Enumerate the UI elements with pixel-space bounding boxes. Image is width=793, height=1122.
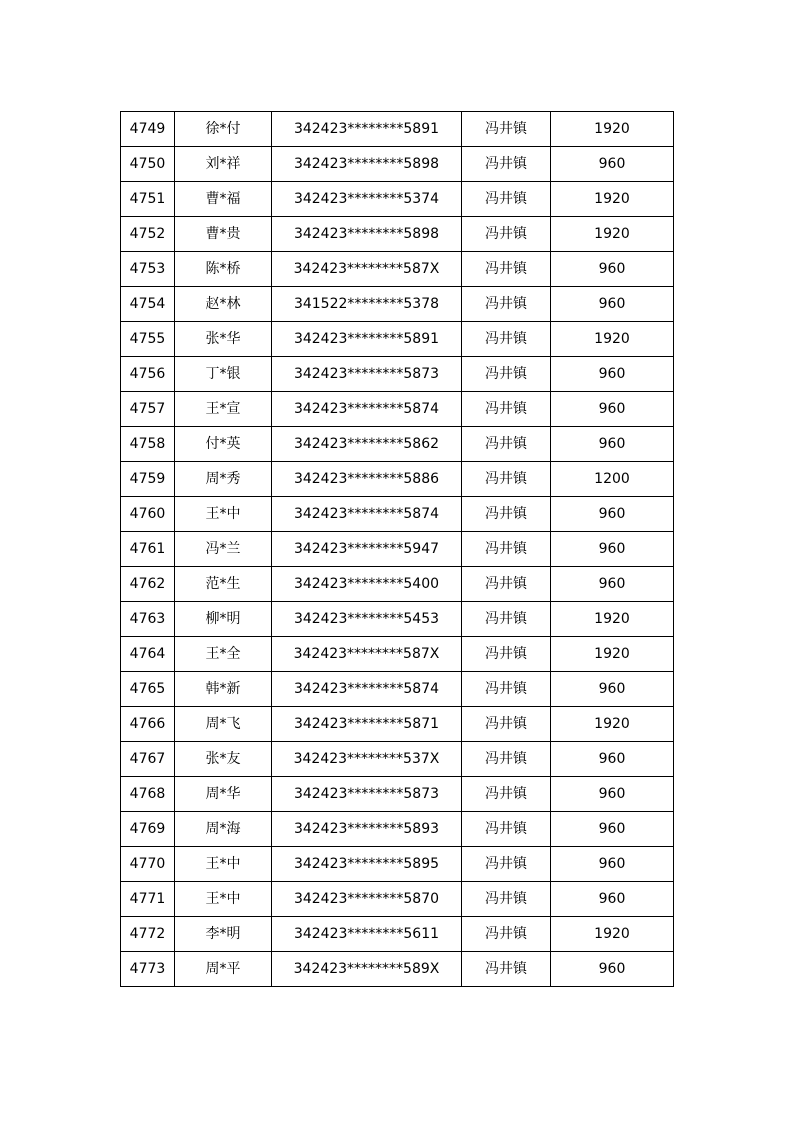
cell-name: 付*英 — [175, 427, 272, 462]
cell-id: 342423********5871 — [272, 707, 462, 742]
table-row — [121, 742, 674, 777]
table-row — [121, 287, 674, 322]
cell-name: 张*华 — [175, 322, 272, 357]
cell-id: 342423********5862 — [272, 427, 462, 462]
cell-id: 342423********5893 — [272, 812, 462, 847]
table-row — [121, 427, 674, 462]
cell-id: 342423********5895 — [272, 847, 462, 882]
cell-no: 4769 — [121, 812, 175, 847]
cell-no: 4763 — [121, 602, 175, 637]
cell-amount: 960 — [551, 427, 674, 462]
cell-town: 冯井镇 — [462, 812, 551, 847]
cell-name: 曹*贵 — [175, 217, 272, 252]
cell-no: 4752 — [121, 217, 175, 252]
table-row — [121, 357, 674, 392]
cell-name: 赵*林 — [175, 287, 272, 322]
table-row — [121, 497, 674, 532]
cell-id: 342423********5873 — [272, 357, 462, 392]
cell-amount: 1920 — [551, 322, 674, 357]
table-row — [121, 567, 674, 602]
cell-town: 冯井镇 — [462, 147, 551, 182]
cell-name: 柳*明 — [175, 602, 272, 637]
cell-name: 周*华 — [175, 777, 272, 812]
cell-no: 4753 — [121, 252, 175, 287]
cell-amount: 1200 — [551, 462, 674, 497]
cell-amount: 960 — [551, 882, 674, 917]
roster-table — [120, 111, 674, 987]
cell-no: 4772 — [121, 917, 175, 952]
cell-id: 342423********5874 — [272, 497, 462, 532]
cell-name: 周*飞 — [175, 707, 272, 742]
cell-town: 冯井镇 — [462, 462, 551, 497]
cell-town: 冯井镇 — [462, 567, 551, 602]
table-row — [121, 182, 674, 217]
cell-town: 冯井镇 — [462, 252, 551, 287]
table-row — [121, 532, 674, 567]
cell-no: 4757 — [121, 392, 175, 427]
cell-town: 冯井镇 — [462, 287, 551, 322]
cell-town: 冯井镇 — [462, 217, 551, 252]
cell-amount: 960 — [551, 532, 674, 567]
table-row — [121, 462, 674, 497]
cell-id: 342423********5891 — [272, 112, 462, 147]
cell-id: 342423********589X — [272, 952, 462, 987]
table-row — [121, 217, 674, 252]
cell-name: 周*平 — [175, 952, 272, 987]
table-row — [121, 252, 674, 287]
cell-amount: 960 — [551, 497, 674, 532]
cell-amount: 960 — [551, 147, 674, 182]
cell-amount: 960 — [551, 952, 674, 987]
cell-name: 曹*福 — [175, 182, 272, 217]
cell-amount: 960 — [551, 672, 674, 707]
cell-name: 王*宣 — [175, 392, 272, 427]
cell-id: 342423********587X — [272, 637, 462, 672]
cell-name: 王*全 — [175, 637, 272, 672]
cell-name: 李*明 — [175, 917, 272, 952]
cell-town: 冯井镇 — [462, 847, 551, 882]
cell-amount: 960 — [551, 357, 674, 392]
cell-amount: 1920 — [551, 112, 674, 147]
table-row — [121, 847, 674, 882]
table-row — [121, 707, 674, 742]
cell-amount: 960 — [551, 252, 674, 287]
cell-no: 4768 — [121, 777, 175, 812]
cell-name: 徐*付 — [175, 112, 272, 147]
cell-id: 342423********5947 — [272, 532, 462, 567]
cell-no: 4767 — [121, 742, 175, 777]
cell-amount: 960 — [551, 287, 674, 322]
cell-no: 4762 — [121, 567, 175, 602]
cell-id: 342423********537X — [272, 742, 462, 777]
cell-no: 4759 — [121, 462, 175, 497]
cell-no: 4758 — [121, 427, 175, 462]
cell-no: 4764 — [121, 637, 175, 672]
cell-name: 丁*银 — [175, 357, 272, 392]
cell-town: 冯井镇 — [462, 322, 551, 357]
cell-id: 342423********5611 — [272, 917, 462, 952]
table-row — [121, 777, 674, 812]
cell-no: 4760 — [121, 497, 175, 532]
table-row — [121, 112, 674, 147]
table-row — [121, 882, 674, 917]
cell-id: 342423********5873 — [272, 777, 462, 812]
cell-id: 342423********5400 — [272, 567, 462, 602]
cell-no: 4770 — [121, 847, 175, 882]
cell-town: 冯井镇 — [462, 357, 551, 392]
cell-town: 冯井镇 — [462, 777, 551, 812]
cell-town: 冯井镇 — [462, 497, 551, 532]
cell-id: 342423********5874 — [272, 672, 462, 707]
cell-name: 范*生 — [175, 567, 272, 602]
cell-town: 冯井镇 — [462, 637, 551, 672]
table-row — [121, 672, 674, 707]
cell-amount: 960 — [551, 777, 674, 812]
cell-id: 341522********5378 — [272, 287, 462, 322]
cell-no: 4765 — [121, 672, 175, 707]
cell-id: 342423********5870 — [272, 882, 462, 917]
cell-id: 342423********5898 — [272, 217, 462, 252]
cell-amount: 960 — [551, 812, 674, 847]
cell-no: 4756 — [121, 357, 175, 392]
cell-amount: 960 — [551, 392, 674, 427]
table-row — [121, 392, 674, 427]
cell-no: 4750 — [121, 147, 175, 182]
cell-town: 冯井镇 — [462, 427, 551, 462]
table-row — [121, 602, 674, 637]
cell-amount: 960 — [551, 742, 674, 777]
roster-table-body — [121, 112, 674, 987]
cell-name: 周*秀 — [175, 462, 272, 497]
cell-town: 冯井镇 — [462, 707, 551, 742]
cell-amount: 1920 — [551, 602, 674, 637]
cell-amount: 1920 — [551, 217, 674, 252]
table-row — [121, 322, 674, 357]
cell-no: 4771 — [121, 882, 175, 917]
cell-name: 王*中 — [175, 882, 272, 917]
table-row — [121, 637, 674, 672]
cell-town: 冯井镇 — [462, 672, 551, 707]
table-row — [121, 147, 674, 182]
cell-town: 冯井镇 — [462, 532, 551, 567]
table-row — [121, 917, 674, 952]
cell-id: 342423********5374 — [272, 182, 462, 217]
cell-name: 冯*兰 — [175, 532, 272, 567]
cell-town: 冯井镇 — [462, 112, 551, 147]
table-row — [121, 952, 674, 987]
cell-id: 342423********5886 — [272, 462, 462, 497]
cell-amount: 1920 — [551, 637, 674, 672]
cell-town: 冯井镇 — [462, 182, 551, 217]
cell-id: 342423********5874 — [272, 392, 462, 427]
cell-town: 冯井镇 — [462, 882, 551, 917]
cell-id: 342423********587X — [272, 252, 462, 287]
cell-name: 王*中 — [175, 497, 272, 532]
cell-town: 冯井镇 — [462, 952, 551, 987]
cell-amount: 1920 — [551, 182, 674, 217]
cell-amount: 960 — [551, 567, 674, 602]
cell-name: 周*海 — [175, 812, 272, 847]
cell-amount: 960 — [551, 847, 674, 882]
cell-id: 342423********5898 — [272, 147, 462, 182]
cell-town: 冯井镇 — [462, 602, 551, 637]
cell-name: 张*友 — [175, 742, 272, 777]
cell-town: 冯井镇 — [462, 392, 551, 427]
cell-town: 冯井镇 — [462, 917, 551, 952]
cell-amount: 1920 — [551, 707, 674, 742]
cell-name: 王*中 — [175, 847, 272, 882]
cell-amount: 1920 — [551, 917, 674, 952]
cell-id: 342423********5891 — [272, 322, 462, 357]
cell-no: 4749 — [121, 112, 175, 147]
cell-no: 4773 — [121, 952, 175, 987]
cell-no: 4761 — [121, 532, 175, 567]
cell-no: 4754 — [121, 287, 175, 322]
cell-name: 陈*桥 — [175, 252, 272, 287]
cell-no: 4755 — [121, 322, 175, 357]
table-row — [121, 812, 674, 847]
cell-name: 韩*新 — [175, 672, 272, 707]
cell-id: 342423********5453 — [272, 602, 462, 637]
cell-no: 4751 — [121, 182, 175, 217]
cell-town: 冯井镇 — [462, 742, 551, 777]
cell-name: 刘*祥 — [175, 147, 272, 182]
cell-no: 4766 — [121, 707, 175, 742]
